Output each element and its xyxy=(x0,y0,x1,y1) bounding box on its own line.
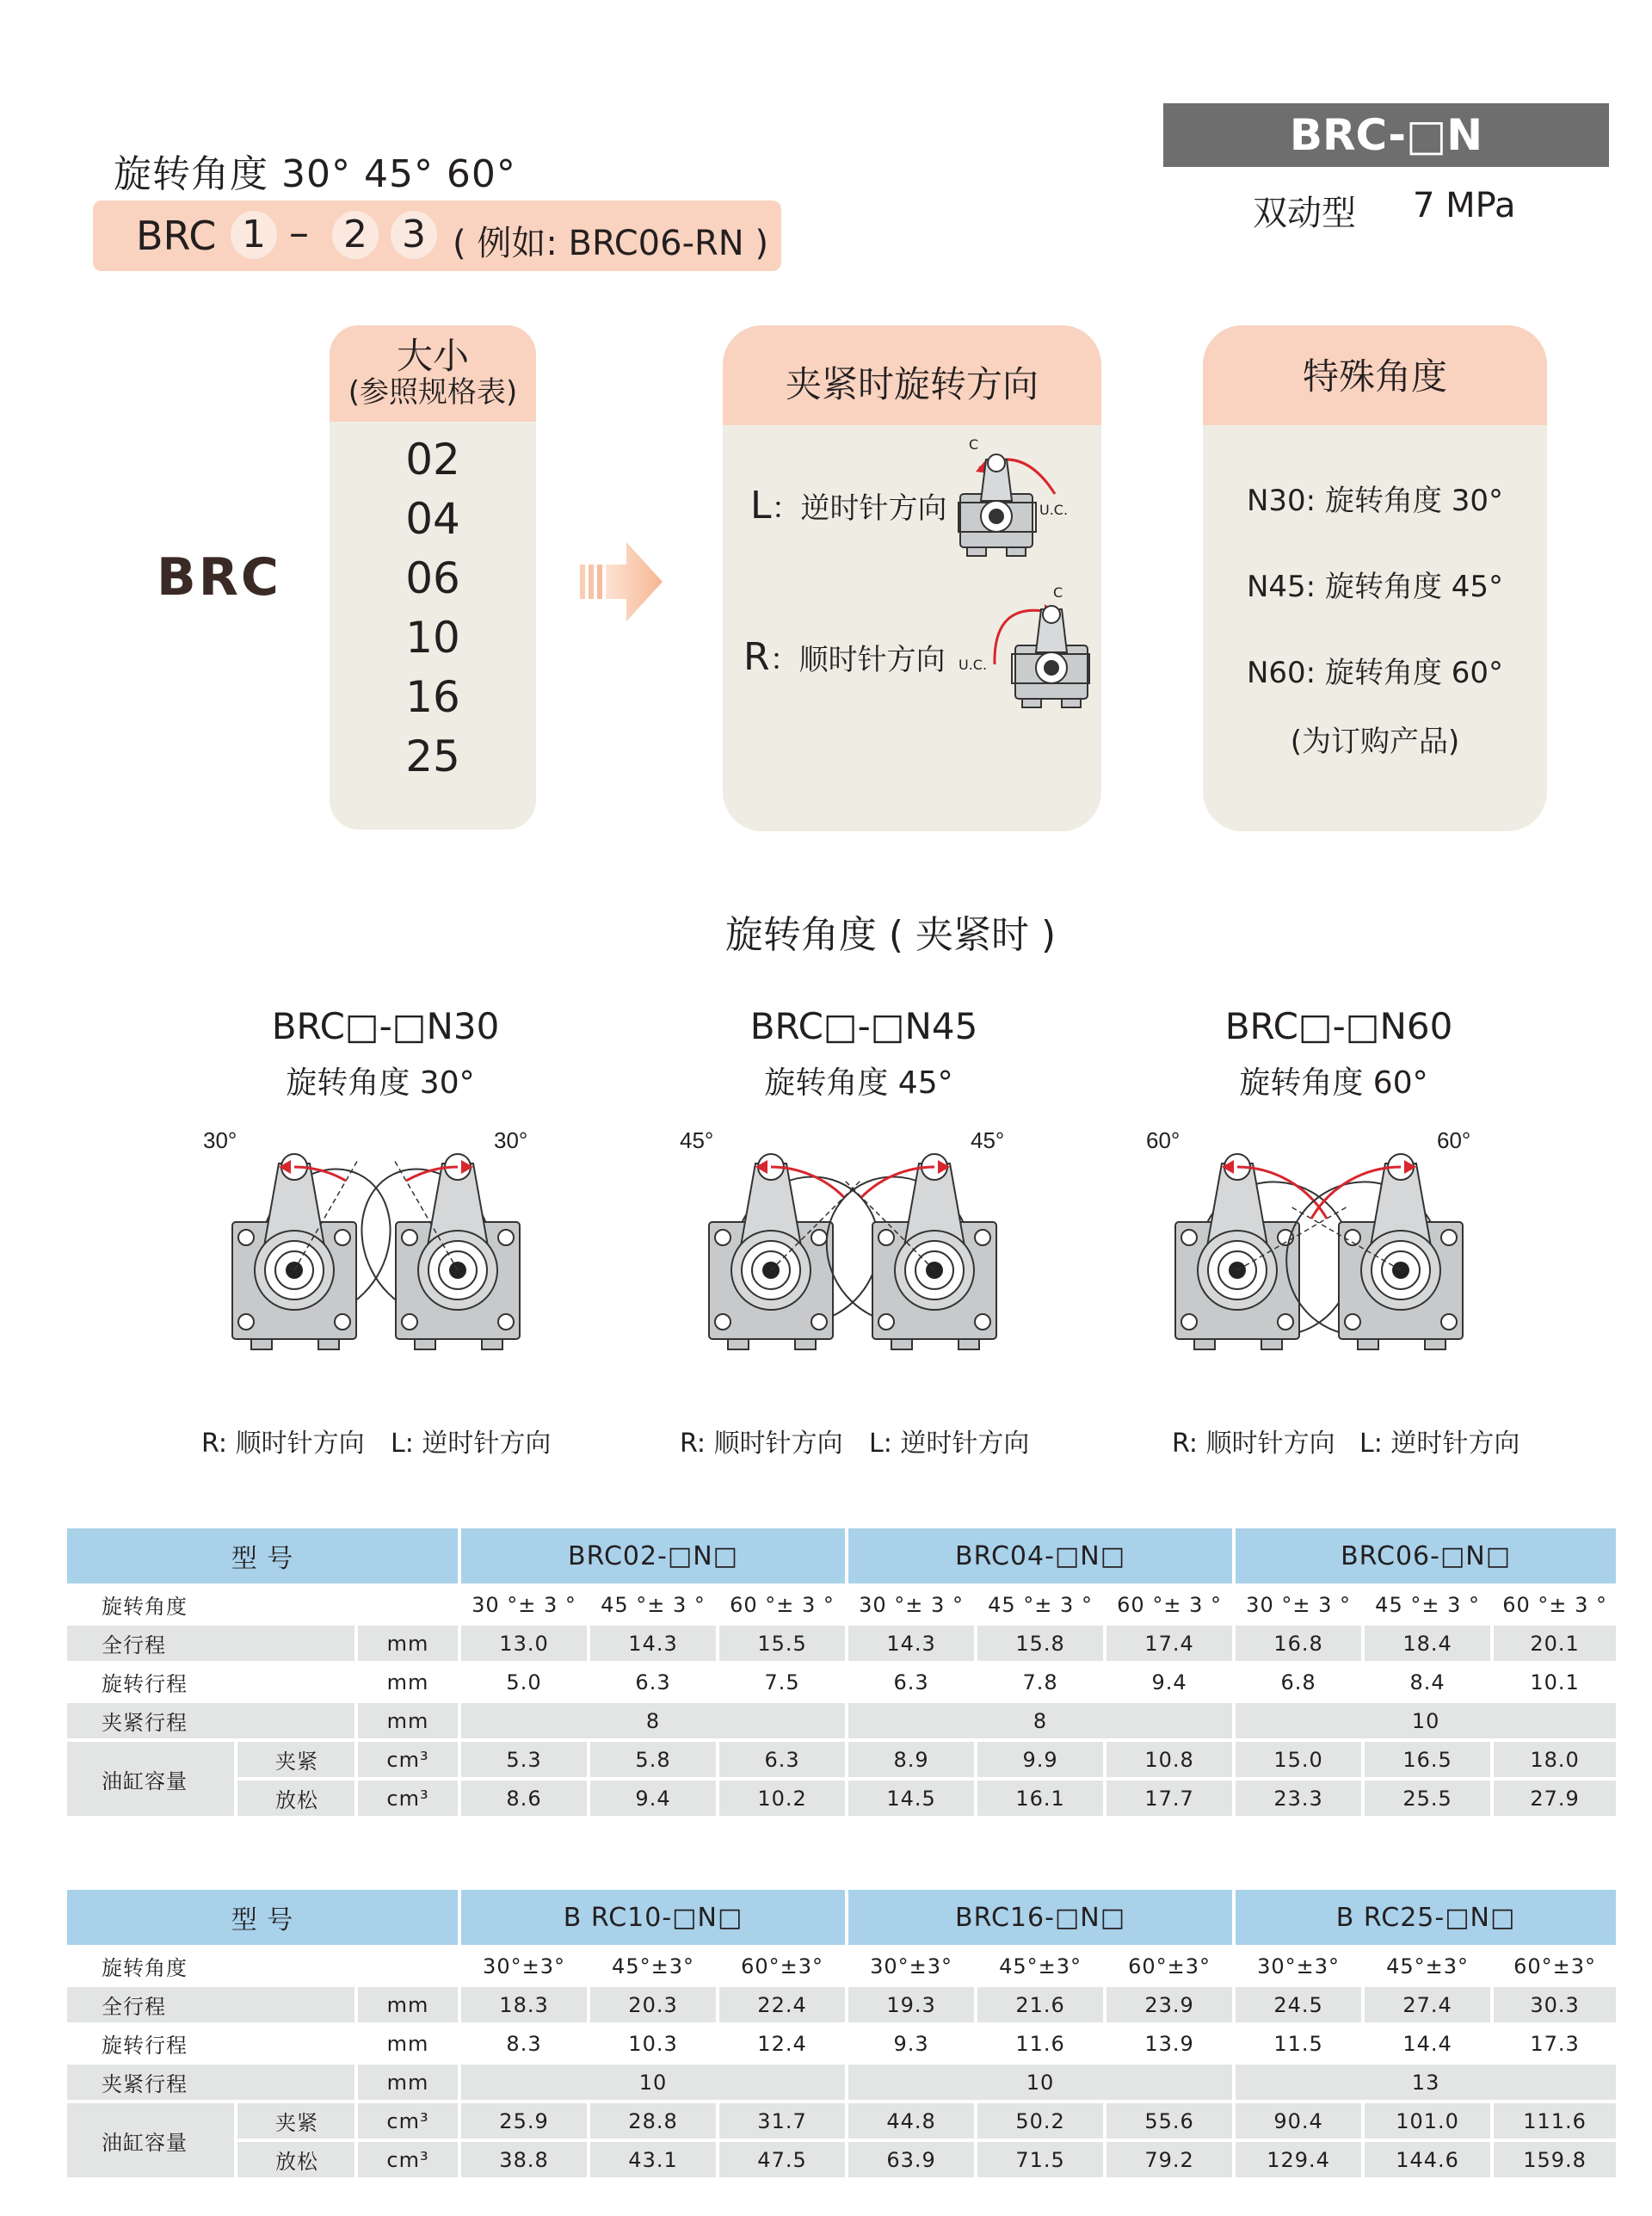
size-panel xyxy=(330,325,536,830)
product-type: 双动型 xyxy=(1253,194,1356,233)
value-cell: 14.4 xyxy=(1363,2024,1492,2063)
value-cell: 47.5 xyxy=(718,2140,847,2179)
product-title: BRC-□N xyxy=(1163,103,1609,167)
value-cell: 10 xyxy=(1234,1701,1618,1740)
value-cell: 27.4 xyxy=(1363,1985,1492,2024)
row-rotation-angle xyxy=(67,1947,1618,1985)
angle-cell: 45°±3° xyxy=(976,1947,1105,1985)
sub-label: 放松 xyxy=(236,2140,356,2179)
value-cell: 25.5 xyxy=(1363,1779,1492,1818)
row-label: 旋转行程 xyxy=(67,2024,356,2063)
value-cell: 16.8 xyxy=(1234,1624,1363,1663)
value-cell: 9.3 xyxy=(847,2024,976,2063)
value-cell: 14.3 xyxy=(589,1624,718,1663)
model-name: B RC10-□N□ xyxy=(459,1890,847,1947)
mark-uc: U.C. xyxy=(959,657,988,673)
size-item: 02 xyxy=(405,435,460,485)
value-cell: 7.8 xyxy=(976,1663,1105,1701)
code-example: ( 例如: BRC06-RN ) xyxy=(453,224,769,263)
special-angle-item: N30: 旋转角度 30° xyxy=(1246,484,1504,518)
special-angle-title: 特殊角度 xyxy=(1203,325,1547,425)
size-item: 10 xyxy=(405,613,460,663)
value-cell: 79.2 xyxy=(1105,2140,1234,2179)
direction-code-l: L xyxy=(750,484,772,528)
unit-cell: mm xyxy=(356,2063,459,2102)
unit-cell: mm xyxy=(356,1663,459,1701)
model-name: BRC06-□N□ xyxy=(1234,1528,1618,1585)
value-cell: 14.3 xyxy=(847,1624,976,1663)
mark-c: C xyxy=(1053,584,1063,601)
caption-l-n45: L: 逆时针方向 xyxy=(869,1429,1030,1459)
code-dash: – xyxy=(289,209,309,256)
rotation-diagram-n30 xyxy=(191,1119,570,1380)
unit-cell: mm xyxy=(356,1624,459,1663)
code-slot-2: 2 xyxy=(332,211,379,259)
value-cell: 111.6 xyxy=(1492,2102,1618,2140)
row-clamp-stroke xyxy=(67,2063,1618,2102)
group-angle-n30: 旋转角度 30° xyxy=(286,1065,475,1101)
sub-label: 夹紧 xyxy=(236,2102,356,2140)
arrow-right-icon xyxy=(578,540,664,623)
angle-cell: 60°±3° xyxy=(1492,1947,1618,1985)
value-cell: 23.3 xyxy=(1234,1779,1363,1818)
unit-cell: cm³ xyxy=(356,1740,459,1779)
special-angle-panel xyxy=(1203,325,1547,831)
value-cell: 10 xyxy=(459,2063,847,2102)
value-cell: 55.6 xyxy=(1105,2102,1234,2140)
value-cell: 13 xyxy=(1234,2063,1618,2102)
value-cell: 6.3 xyxy=(847,1663,976,1701)
value-cell: 28.8 xyxy=(589,2102,718,2140)
mark-uc: U.C. xyxy=(1039,502,1069,518)
value-cell: 9.4 xyxy=(589,1779,718,1818)
order-code-bar xyxy=(93,201,781,271)
row-label: 旋转行程 xyxy=(67,1663,356,1701)
value-cell: 13.9 xyxy=(1105,2024,1234,2063)
value-cell: 38.8 xyxy=(459,2140,589,2179)
code-slot-1: 1 xyxy=(231,211,277,259)
product-pressure: 7 MPa xyxy=(1413,186,1516,225)
value-cell: 63.9 xyxy=(847,2140,976,2179)
direction-code-r: R xyxy=(743,635,770,679)
unit-cell: mm xyxy=(356,1701,459,1740)
model-name: BRC04-□N□ xyxy=(847,1528,1234,1585)
value-cell: 14.5 xyxy=(847,1779,976,1818)
angle-cell: 60°±3° xyxy=(718,1947,847,1985)
angle-cell: 45 °± 3 ° xyxy=(1363,1585,1492,1624)
angle-cell: 45°±3° xyxy=(1363,1947,1492,1985)
group-angle-n45: 旋转角度 45° xyxy=(764,1065,953,1101)
direction-text-l: 逆时针方向 xyxy=(800,491,947,526)
value-cell: 44.8 xyxy=(847,2102,976,2140)
size-item: 25 xyxy=(405,731,460,781)
angle-cell: 45 °± 3 ° xyxy=(976,1585,1105,1624)
clamp-ccw-icon xyxy=(953,434,1100,563)
angle-cell: 30°±3° xyxy=(459,1947,589,1985)
value-cell: 18.4 xyxy=(1363,1624,1492,1663)
model-header: 型 号 xyxy=(67,1528,459,1585)
value-cell: 27.9 xyxy=(1492,1779,1618,1818)
code-slot-3: 3 xyxy=(391,211,437,259)
angle-mark-right: 45° xyxy=(971,1127,1005,1153)
caption-l-n60: L: 逆时针方向 xyxy=(1359,1429,1520,1459)
group-model-n30: BRC□-□N30 xyxy=(271,1005,500,1047)
rotation-section-title: 旋转角度 ( 夹紧时 ) xyxy=(724,913,1057,957)
direction-sep: ： xyxy=(769,643,799,677)
brc-label: BRC xyxy=(157,547,281,608)
row-capacity-release xyxy=(67,1779,1618,1818)
value-cell: 8 xyxy=(459,1701,847,1740)
value-cell: 21.6 xyxy=(976,1985,1105,2024)
direction-text-r: 顺时针方向 xyxy=(798,643,946,677)
value-cell: 31.7 xyxy=(718,2102,847,2140)
value-cell: 10.8 xyxy=(1105,1740,1234,1779)
angle-cell: 45°±3° xyxy=(589,1947,718,1985)
value-cell: 9.4 xyxy=(1105,1663,1234,1701)
value-cell: 8.6 xyxy=(459,1779,589,1818)
row-label: 夹紧行程 xyxy=(67,1701,356,1740)
unit-cell: mm xyxy=(356,1985,459,2024)
angle-mark-right: 60° xyxy=(1437,1127,1471,1153)
row-rotation-angle xyxy=(67,1585,1618,1624)
row-label: 全行程 xyxy=(67,1624,356,1663)
value-cell: 15.5 xyxy=(718,1624,847,1663)
row-full-stroke xyxy=(67,1985,1618,2024)
angle-mark-left: 60° xyxy=(1146,1127,1180,1153)
special-angle-note: (为订购产品) xyxy=(1290,725,1460,759)
special-angle-item: N60: 旋转角度 60° xyxy=(1246,656,1504,690)
caption-r-n30: R: 顺时针方向 xyxy=(201,1429,365,1459)
value-cell: 13.0 xyxy=(459,1624,589,1663)
rotation-diagram-n45 xyxy=(668,1119,1046,1380)
caption-l-n30: L: 逆时针方向 xyxy=(391,1429,552,1459)
sub-label: 夹紧 xyxy=(236,1740,356,1779)
value-cell: 15.0 xyxy=(1234,1740,1363,1779)
size-panel-subtitle: (参照规格表) xyxy=(348,375,518,410)
row-label: 全行程 xyxy=(67,1985,356,2024)
value-cell: 5.0 xyxy=(459,1663,589,1701)
value-cell: 11.6 xyxy=(976,2024,1105,2063)
rotation-diagram-svg xyxy=(1134,1119,1513,1377)
size-panel-header xyxy=(330,325,536,422)
row-label: 油缸容量 xyxy=(67,1740,236,1818)
value-cell: 90.4 xyxy=(1234,2102,1363,2140)
value-cell: 8 xyxy=(847,1701,1234,1740)
value-cell: 159.8 xyxy=(1492,2140,1618,2179)
value-cell: 43.1 xyxy=(589,2140,718,2179)
caption-r-n60: R: 顺时针方向 xyxy=(1172,1429,1335,1459)
value-cell: 144.6 xyxy=(1363,2140,1492,2179)
angle-cell: 30 °± 3 ° xyxy=(1234,1585,1363,1624)
row-label: 夹紧行程 xyxy=(67,2063,356,2102)
row-swing-stroke xyxy=(67,2024,1618,2063)
row-clamp-stroke xyxy=(67,1701,1618,1740)
size-panel-title: 大小 xyxy=(396,335,469,377)
spec-table-2 xyxy=(67,1890,1619,2181)
value-cell: 10.1 xyxy=(1492,1663,1618,1701)
value-cell: 7.5 xyxy=(718,1663,847,1701)
angle-mark-left: 30° xyxy=(203,1127,237,1153)
value-cell: 5.3 xyxy=(459,1740,589,1779)
direction-row-l xyxy=(750,484,947,528)
value-cell: 8.3 xyxy=(459,2024,589,2063)
value-cell: 8.9 xyxy=(847,1740,976,1779)
size-item: 04 xyxy=(405,494,460,544)
angle-cell: 30 °± 3 ° xyxy=(847,1585,976,1624)
unit-cell: mm xyxy=(356,2024,459,2063)
row-label: 旋转角度 xyxy=(67,1585,459,1624)
rotation-diagram-n60 xyxy=(1134,1119,1513,1380)
value-cell: 6.3 xyxy=(589,1663,718,1701)
sub-label: 放松 xyxy=(236,1779,356,1818)
value-cell: 16.1 xyxy=(976,1779,1105,1818)
mark-c: C xyxy=(969,436,979,453)
value-cell: 50.2 xyxy=(976,2102,1105,2140)
unit-cell: cm³ xyxy=(356,1779,459,1818)
size-item: 16 xyxy=(405,672,460,722)
value-cell: 5.8 xyxy=(589,1740,718,1779)
value-cell: 17.3 xyxy=(1492,2024,1618,2063)
value-cell: 12.4 xyxy=(718,2024,847,2063)
value-cell: 22.4 xyxy=(718,1985,847,2024)
value-cell: 18.3 xyxy=(459,1985,589,2024)
direction-sep: ： xyxy=(771,491,801,526)
model-header: 型 号 xyxy=(67,1890,459,1947)
direction-row-r xyxy=(743,635,946,679)
rotation-angles-line: 旋转角度 30° 45° 60° xyxy=(114,152,516,196)
group-model-n60: BRC□-□N60 xyxy=(1224,1005,1453,1047)
value-cell: 6.8 xyxy=(1234,1663,1363,1701)
model-name: BRC16-□N□ xyxy=(847,1890,1234,1947)
value-cell: 6.3 xyxy=(718,1740,847,1779)
row-capacity-release xyxy=(67,2140,1618,2179)
unit-cell: cm³ xyxy=(356,2102,459,2140)
value-cell: 25.9 xyxy=(459,2102,589,2140)
value-cell: 9.9 xyxy=(976,1740,1105,1779)
angle-cell: 60°±3° xyxy=(1105,1947,1234,1985)
angle-cell: 45 °± 3 ° xyxy=(589,1585,718,1624)
value-cell: 30.3 xyxy=(1492,1985,1618,2024)
row-label: 旋转角度 xyxy=(67,1947,459,1985)
rotation-diagram-svg xyxy=(668,1119,1046,1377)
value-cell: 16.5 xyxy=(1363,1740,1492,1779)
direction-panel-title: 夹紧时旋转方向 xyxy=(723,325,1101,425)
value-cell: 71.5 xyxy=(976,2140,1105,2179)
value-cell: 15.8 xyxy=(976,1624,1105,1663)
value-cell: 101.0 xyxy=(1363,2102,1492,2140)
angle-mark-right: 30° xyxy=(494,1127,528,1153)
row-capacity-clamp xyxy=(67,1740,1618,1779)
value-cell: 23.9 xyxy=(1105,1985,1234,2024)
size-item: 06 xyxy=(405,553,460,603)
row-label: 油缸容量 xyxy=(67,2102,236,2179)
rotation-diagram-svg xyxy=(191,1119,570,1377)
row-capacity-clamp xyxy=(67,2102,1618,2140)
value-cell: 17.4 xyxy=(1105,1624,1234,1663)
angle-mark-left: 45° xyxy=(680,1127,714,1153)
row-full-stroke xyxy=(67,1624,1618,1663)
direction-panel xyxy=(723,325,1101,831)
size-list xyxy=(330,422,536,787)
caption-r-n45: R: 顺时针方向 xyxy=(680,1429,843,1459)
angle-cell: 60 °± 3 ° xyxy=(1105,1585,1234,1624)
code-prefix: BRC xyxy=(136,213,217,259)
group-angle-n60: 旋转角度 60° xyxy=(1239,1065,1428,1101)
model-name: BRC02-□N□ xyxy=(459,1528,847,1585)
value-cell: 10 xyxy=(847,2063,1234,2102)
angle-cell: 60 °± 3 ° xyxy=(718,1585,847,1624)
clamp-cw-icon xyxy=(959,582,1101,719)
row-swing-stroke xyxy=(67,1663,1618,1701)
value-cell: 129.4 xyxy=(1234,2140,1363,2179)
value-cell: 20.1 xyxy=(1492,1624,1618,1663)
value-cell: 11.5 xyxy=(1234,2024,1363,2063)
special-angle-item: N45: 旋转角度 45° xyxy=(1246,570,1504,604)
value-cell: 10.3 xyxy=(589,2024,718,2063)
value-cell: 24.5 xyxy=(1234,1985,1363,2024)
value-cell: 19.3 xyxy=(847,1985,976,2024)
value-cell: 18.0 xyxy=(1492,1740,1618,1779)
value-cell: 8.4 xyxy=(1363,1663,1492,1701)
angle-cell: 60 °± 3 ° xyxy=(1492,1585,1618,1624)
value-cell: 20.3 xyxy=(589,1985,718,2024)
angle-cell: 30 °± 3 ° xyxy=(459,1585,589,1624)
spec-table-1 xyxy=(67,1528,1619,1819)
group-model-n45: BRC□-□N45 xyxy=(749,1005,978,1047)
value-cell: 17.7 xyxy=(1105,1779,1234,1818)
angle-cell: 30°±3° xyxy=(1234,1947,1363,1985)
model-name: B RC25-□N□ xyxy=(1234,1890,1618,1947)
angle-cell: 30°±3° xyxy=(847,1947,976,1985)
unit-cell: cm³ xyxy=(356,2140,459,2179)
value-cell: 10.2 xyxy=(718,1779,847,1818)
